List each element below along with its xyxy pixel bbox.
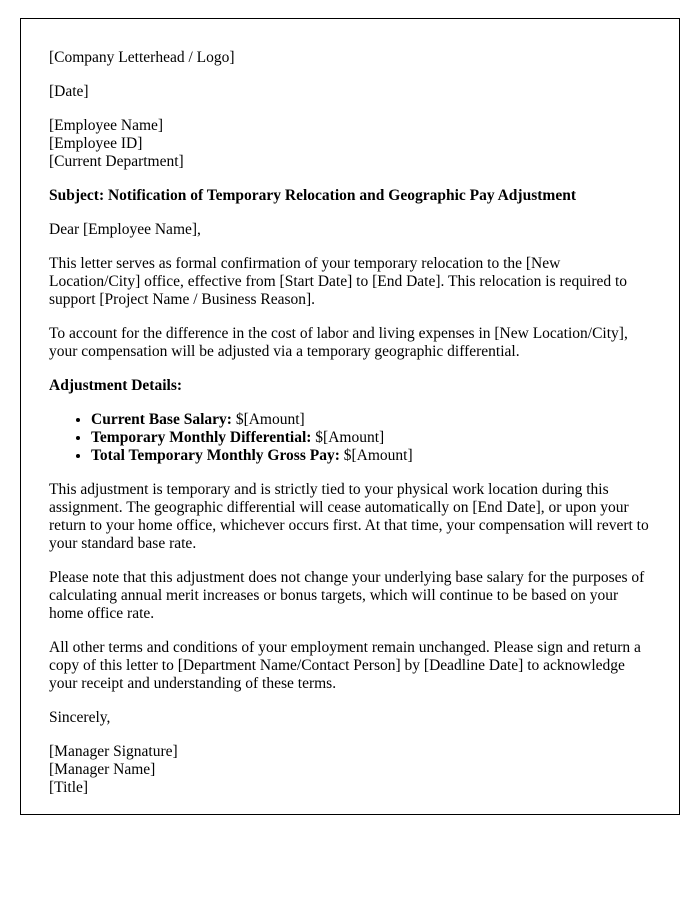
- salutation: Dear [Employee Name],: [49, 221, 201, 238]
- list-item-value: $[Amount]: [311, 429, 385, 446]
- recipient-block: [49, 117, 651, 171]
- recipient-name: [Employee Name]: [49, 117, 164, 134]
- list-item-value: $[Amount]: [231, 411, 305, 428]
- list-item-label: Total Temporary Monthly Gross Pay:: [91, 447, 340, 464]
- list-item-label: Current Base Salary:: [91, 411, 232, 428]
- letter-body: [49, 49, 651, 797]
- list-item-label: Temporary Monthly Differential:: [91, 429, 312, 446]
- paragraph-base-salary-note: Please note that this adjustment does not change your underlying base salary for the purposes of calculating annual merit increases or bonus targets, which will continue to be based on your home office rate.: [49, 569, 645, 622]
- manager-name: [Manager Name]: [49, 761, 156, 778]
- letter-frame: [20, 18, 680, 815]
- list-item-monthly-differential: [91, 429, 651, 447]
- list-item-base-salary: [91, 411, 651, 429]
- manager-title: [Title]: [49, 779, 89, 796]
- list-item-value: $[Amount]: [339, 447, 413, 464]
- closing: Sincerely,: [49, 709, 111, 726]
- adjustment-list: [49, 411, 651, 465]
- paragraph-sign-return: All other terms and conditions of your employment remain unchanged. Please sign and return a copy of this letter to [Department Name/Contact Person] by [Deadline Date] to acknowledge your receipt and understanding of these terms.: [49, 639, 641, 692]
- recipient-department: [Current Department]: [49, 153, 184, 170]
- paragraph-relocation: This letter serves as formal confirmation of your temporary relocation to the [New Location/City] office, effective from [Start Date] to [End Date]. This relocation is required to support [Project Name / Business Reason].: [49, 255, 628, 308]
- paragraph-temporary-terms: This adjustment is temporary and is strictly tied to your physical work location during this assignment. The geographic differential will cease automatically on [End Date], or upon your return to your home office, whichever occurs first. At that time, your compensation will revert to your standard base rate.: [49, 481, 649, 552]
- paragraph-differential: To account for the difference in the cost of labor and living expenses in [New Location/City], your compensation will be adjusted via a temporary geographic differential.: [49, 325, 628, 360]
- signature-block: [49, 743, 651, 797]
- list-item-gross-pay: [91, 447, 651, 465]
- subject-line: Subject: Notification of Temporary Relocation and Geographic Pay Adjustment: [49, 187, 576, 204]
- recipient-id: [Employee ID]: [49, 135, 143, 152]
- date-line: [Date]: [49, 83, 89, 100]
- letterhead-placeholder: [Company Letterhead / Logo]: [49, 49, 235, 66]
- adjustment-details-heading: Adjustment Details:: [49, 377, 183, 394]
- manager-signature: [Manager Signature]: [49, 743, 178, 760]
